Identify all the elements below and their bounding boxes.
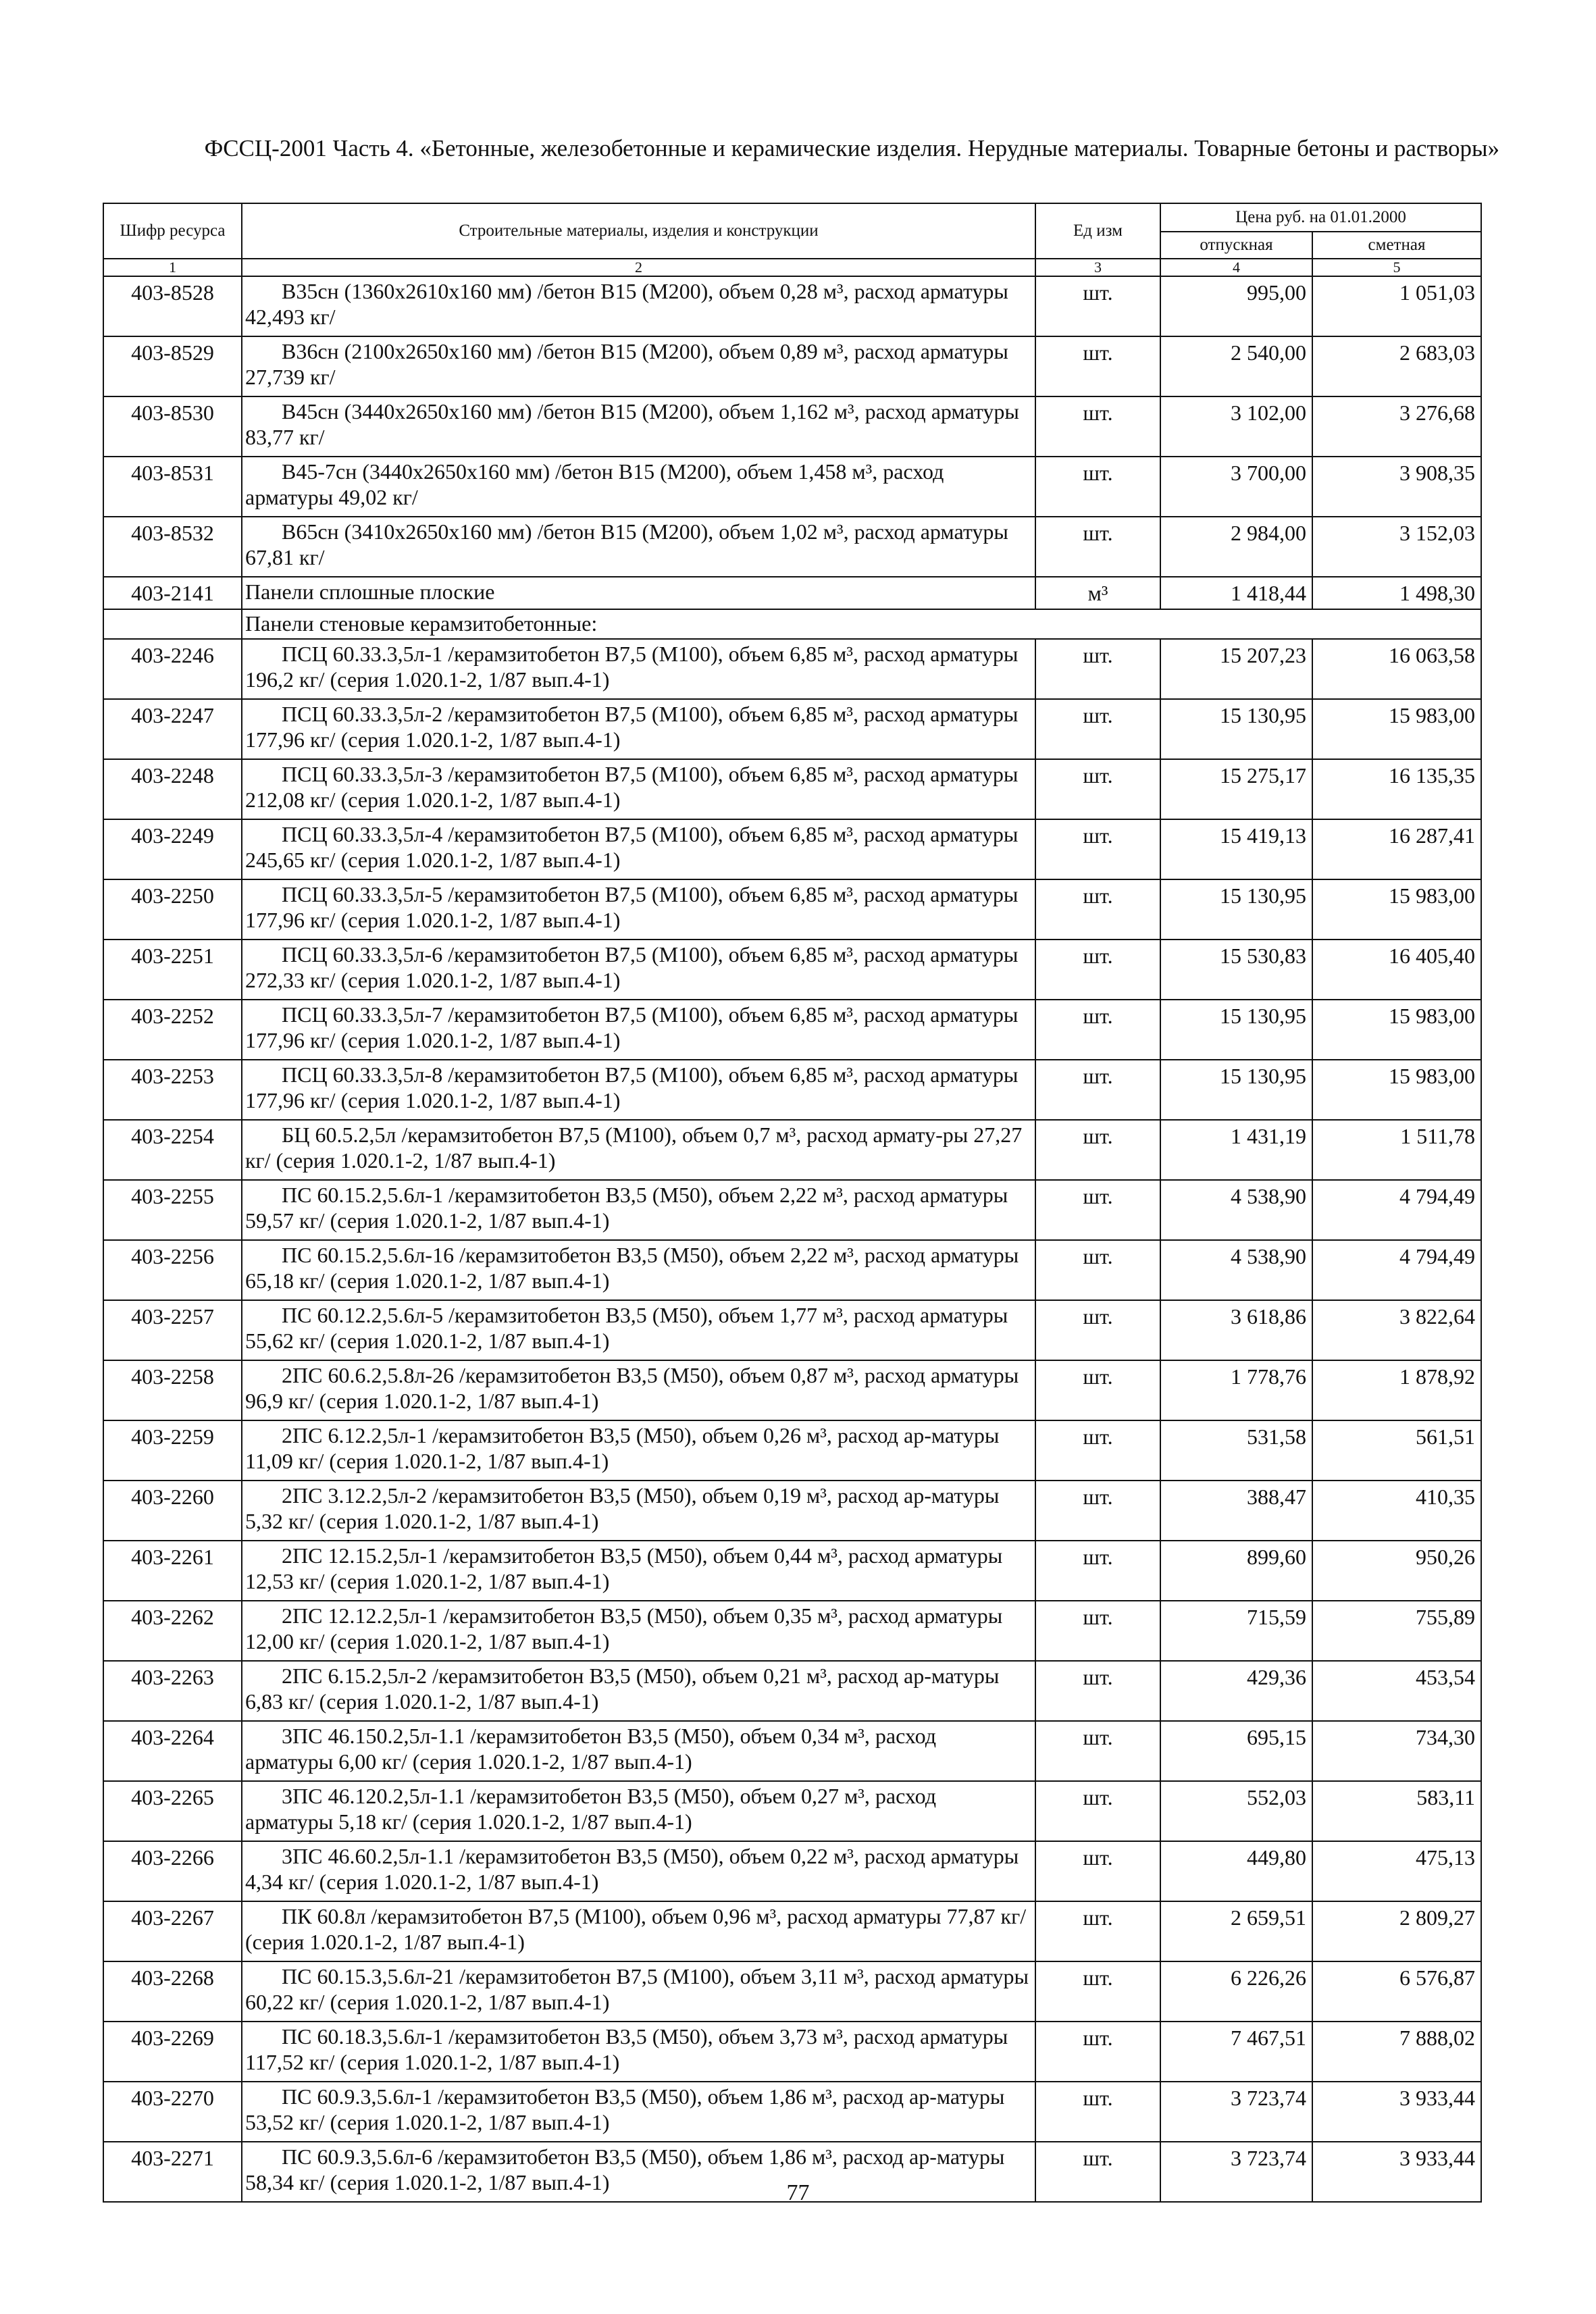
resource-code: 403-8530 bbox=[103, 396, 242, 457]
estimate-price: 16 405,40 bbox=[1312, 940, 1481, 1000]
table-row bbox=[103, 1240, 1481, 1300]
material-description: ПК 60.8л /керамзитобетон В7,5 (М100), объем 0,96 м³, расход арматуры 77,87 кг/ (серия 1.020.1-2, 1/87 вып.4-1) bbox=[242, 1901, 1035, 1961]
release-price: 3 618,86 bbox=[1160, 1300, 1312, 1360]
estimate-price: 7 888,02 bbox=[1312, 2022, 1481, 2082]
table-row bbox=[103, 517, 1481, 577]
resource-code: 403-8528 bbox=[103, 276, 242, 336]
unit-of-measure: шт. bbox=[1035, 396, 1160, 457]
table-row bbox=[103, 1661, 1481, 1721]
material-description: ПСЦ 60.33.3,5л-8 /керамзитобетон В7,5 (М100), объем 6,85 м³, расход арматуры 177,96 кг/ (серия 1.020.1-2, 1/87 вып.4-1) bbox=[242, 1060, 1035, 1120]
table-row bbox=[103, 1541, 1481, 1601]
header-price-group: Цена руб. на 01.01.2000 bbox=[1160, 203, 1481, 232]
header-price-estimate: сметная bbox=[1312, 232, 1481, 259]
release-price: 695,15 bbox=[1160, 1721, 1312, 1781]
column-number: 2 bbox=[242, 259, 1035, 276]
release-price: 15 275,17 bbox=[1160, 759, 1312, 819]
resource-code: 403-2267 bbox=[103, 1901, 242, 1961]
release-price: 2 540,00 bbox=[1160, 336, 1312, 396]
resource-code: 403-2252 bbox=[103, 1000, 242, 1060]
estimate-price: 16 287,41 bbox=[1312, 819, 1481, 879]
estimate-price: 475,13 bbox=[1312, 1841, 1481, 1901]
table-row bbox=[103, 1000, 1481, 1060]
estimate-price: 15 983,00 bbox=[1312, 699, 1481, 759]
release-price: 2 984,00 bbox=[1160, 517, 1312, 577]
estimate-price: 734,30 bbox=[1312, 1721, 1481, 1781]
material-description: ПС 60.15.2,5.6л-1 /керамзитобетон В3,5 (М50), объем 2,22 м³, расход арматуры 59,57 кг/ (серия 1.020.1-2, 1/87 вып.4-1) bbox=[242, 1180, 1035, 1240]
table-row bbox=[103, 1060, 1481, 1120]
table-row bbox=[103, 1481, 1481, 1541]
release-price: 995,00 bbox=[1160, 276, 1312, 336]
table-body-top bbox=[103, 276, 1481, 609]
estimate-price: 6 576,87 bbox=[1312, 1961, 1481, 2022]
release-price: 4 538,90 bbox=[1160, 1180, 1312, 1240]
unit-of-measure: шт. bbox=[1035, 2082, 1160, 2142]
estimate-price: 583,11 bbox=[1312, 1781, 1481, 1841]
column-number: 1 bbox=[103, 259, 242, 276]
table-row bbox=[103, 1120, 1481, 1180]
table-row bbox=[103, 1601, 1481, 1661]
material-description: ПС 60.15.3,5.6л-21 /керамзитобетон В7,5 (М100), объем 3,11 м³, расход арматуры 60,22 кг/ (серия 1.020.1-2, 1/87 вып.4-1) bbox=[242, 1961, 1035, 2022]
unit-of-measure: шт. bbox=[1035, 1901, 1160, 1961]
table-row bbox=[103, 639, 1481, 699]
resource-code: 403-2263 bbox=[103, 1661, 242, 1721]
unit-of-measure: шт. bbox=[1035, 1120, 1160, 1180]
material-description: ПСЦ 60.33.3,5л-7 /керамзитобетон В7,5 (М100), объем 6,85 м³, расход арматуры 177,96 кг/ (серия 1.020.1-2, 1/87 вып.4-1) bbox=[242, 1000, 1035, 1060]
material-description: ПС 60.18.3,5.6л-1 /керамзитобетон В3,5 (М50), объем 3,73 м³, расход арматуры 117,52 кг/ (серия 1.020.1-2, 1/87 вып.4-1) bbox=[242, 2022, 1035, 2082]
material-description: ПСЦ 60.33.3,5л-4 /керамзитобетон В7,5 (М100), объем 6,85 м³, расход арматуры 245,65 кг/ (серия 1.020.1-2, 1/87 вып.4-1) bbox=[242, 819, 1035, 879]
estimate-price: 950,26 bbox=[1312, 1541, 1481, 1601]
release-price: 449,80 bbox=[1160, 1841, 1312, 1901]
release-price: 1 418,44 bbox=[1160, 577, 1312, 609]
resource-code: 403-2260 bbox=[103, 1481, 242, 1541]
material-description: ПС 60.9.3,5.6л-1 /керамзитобетон В3,5 (М50), объем 1,86 м³, расход ар-матуры 53,52 кг/ (серия 1.020.1-2, 1/87 вып.4-1) bbox=[242, 2082, 1035, 2142]
material-description: 3ПС 46.150.2,5л-1.1 /керамзитобетон В3,5 (М50), объем 0,34 м³, расход арматуры 6,00 кг/ (серия 1.020.1-2, 1/87 вып.4-1) bbox=[242, 1721, 1035, 1781]
material-description: ПСЦ 60.33.3,5л-3 /керамзитобетон В7,5 (М100), объем 6,85 м³, расход арматуры 212,08 кг/ (серия 1.020.1-2, 1/87 вып.4-1) bbox=[242, 759, 1035, 819]
resource-code: 403-2268 bbox=[103, 1961, 242, 2022]
section-code-cell bbox=[103, 609, 242, 639]
table-row bbox=[103, 276, 1481, 336]
unit-of-measure: шт. bbox=[1035, 276, 1160, 336]
release-price: 899,60 bbox=[1160, 1541, 1312, 1601]
column-number: 5 bbox=[1312, 259, 1481, 276]
unit-of-measure: шт. bbox=[1035, 1180, 1160, 1240]
material-description: ПС 60.15.2,5.6л-16 /керамзитобетон В3,5 (М50), объем 2,22 м³, расход арматуры 65,18 кг/ (серия 1.020.1-2, 1/87 вып.4-1) bbox=[242, 1240, 1035, 1300]
table-row bbox=[103, 1901, 1481, 1961]
resource-code: 403-2251 bbox=[103, 940, 242, 1000]
unit-of-measure: шт. bbox=[1035, 1360, 1160, 1420]
release-price: 2 659,51 bbox=[1160, 1901, 1312, 1961]
release-price: 429,36 bbox=[1160, 1661, 1312, 1721]
estimate-price: 561,51 bbox=[1312, 1420, 1481, 1481]
unit-of-measure: шт. bbox=[1035, 336, 1160, 396]
table-header bbox=[103, 203, 1481, 276]
resource-code: 403-2246 bbox=[103, 639, 242, 699]
table-row bbox=[103, 1841, 1481, 1901]
resource-code: 403-8531 bbox=[103, 457, 242, 517]
release-price: 1 431,19 bbox=[1160, 1120, 1312, 1180]
unit-of-measure: шт. bbox=[1035, 1000, 1160, 1060]
estimate-price: 1 878,92 bbox=[1312, 1360, 1481, 1420]
resource-code: 403-2264 bbox=[103, 1721, 242, 1781]
page-number: 77 bbox=[786, 2180, 810, 2205]
unit-of-measure: шт. bbox=[1035, 1060, 1160, 1120]
unit-of-measure: м³ bbox=[1035, 577, 1160, 609]
column-number: 4 bbox=[1160, 259, 1312, 276]
release-price: 15 130,95 bbox=[1160, 1060, 1312, 1120]
table-row bbox=[103, 2082, 1481, 2142]
resource-code: 403-2249 bbox=[103, 819, 242, 879]
unit-of-measure: шт. bbox=[1035, 819, 1160, 879]
material-description: БЦ 60.5.2,5л /керамзитобетон В7,5 (М100), объем 0,7 м³, расход армату-ры 27,27 кг/ (серия 1.020.1-2, 1/87 вып.4-1) bbox=[242, 1120, 1035, 1180]
unit-of-measure: шт. bbox=[1035, 1721, 1160, 1781]
unit-of-measure: шт. bbox=[1035, 1300, 1160, 1360]
resource-code: 403-2253 bbox=[103, 1060, 242, 1120]
section-header bbox=[103, 609, 1481, 639]
estimate-price: 16 063,58 bbox=[1312, 639, 1481, 699]
estimate-price: 15 983,00 bbox=[1312, 1060, 1481, 1120]
price-table bbox=[103, 203, 1482, 2203]
table-row bbox=[103, 1961, 1481, 2022]
estimate-price: 3 276,68 bbox=[1312, 396, 1481, 457]
table-row bbox=[103, 759, 1481, 819]
estimate-price: 2 809,27 bbox=[1312, 1901, 1481, 1961]
resource-code: 403-8532 bbox=[103, 517, 242, 577]
table-row bbox=[103, 457, 1481, 517]
release-price: 552,03 bbox=[1160, 1781, 1312, 1841]
table-row bbox=[103, 1180, 1481, 1240]
section-title: Панели стеновые керамзитобетонные: bbox=[242, 609, 1481, 639]
unit-of-measure: шт. bbox=[1035, 1541, 1160, 1601]
resource-code: 403-8529 bbox=[103, 336, 242, 396]
release-price: 1 778,76 bbox=[1160, 1360, 1312, 1420]
material-description: ПСЦ 60.33.3,5л-1 /керамзитобетон В7,5 (М100), объем 6,85 м³, расход арматуры 196,2 кг/ (серия 1.020.1-2, 1/87 вып.4-1) bbox=[242, 639, 1035, 699]
estimate-price: 2 683,03 bbox=[1312, 336, 1481, 396]
release-price: 7 467,51 bbox=[1160, 2022, 1312, 2082]
resource-code: 403-2270 bbox=[103, 2082, 242, 2142]
unit-of-measure: шт. bbox=[1035, 1240, 1160, 1300]
resource-code: 403-2266 bbox=[103, 1841, 242, 1901]
table-body-main bbox=[103, 639, 1481, 2202]
material-description: 3ПС 46.120.2,5л-1.1 /керамзитобетон В3,5 (М50), объем 0,27 м³, расход арматуры 5,18 кг/ (серия 1.020.1-2, 1/87 вып.4-1) bbox=[242, 1781, 1035, 1841]
unit-of-measure: шт. bbox=[1035, 1841, 1160, 1901]
estimate-price: 16 135,35 bbox=[1312, 759, 1481, 819]
estimate-price: 453,54 bbox=[1312, 1661, 1481, 1721]
table-row bbox=[103, 1721, 1481, 1781]
release-price: 15 130,95 bbox=[1160, 879, 1312, 940]
material-description: 2ПС 60.6.2,5.8л-26 /керамзитобетон В3,5 (М50), объем 0,87 м³, расход арматуры 96,9 кг/ (серия 1.020.1-2, 1/87 вып.4-1) bbox=[242, 1360, 1035, 1420]
header-price-release: отпускная bbox=[1160, 232, 1312, 259]
resource-code: 403-2258 bbox=[103, 1360, 242, 1420]
release-price: 531,58 bbox=[1160, 1420, 1312, 1481]
material-description: ПСЦ 60.33.3,5л-6 /керамзитобетон В7,5 (М100), объем 6,85 м³, расход арматуры 272,33 кг/ (серия 1.020.1-2, 1/87 вып.4-1) bbox=[242, 940, 1035, 1000]
material-description: В35сн (1360x2610x160 мм) /бетон В15 (М200), объем 0,28 м³, расход арматуры 42,493 кг/ bbox=[242, 276, 1035, 336]
resource-code: 403-2141 bbox=[103, 577, 242, 609]
unit-of-measure: шт. bbox=[1035, 2022, 1160, 2082]
resource-code: 403-2271 bbox=[103, 2142, 242, 2202]
material-description: 3ПС 46.60.2,5л-1.1 /керамзитобетон В3,5 (М50), объем 0,22 м³, расход арматуры 4,34 кг/ (серия 1.020.1-2, 1/87 вып.4-1) bbox=[242, 1841, 1035, 1901]
material-description: ПС 60.12.2,5.6л-5 /керамзитобетон В3,5 (М50), объем 1,77 м³, расход арматуры 55,62 кг/ (серия 1.020.1-2, 1/87 вып.4-1) bbox=[242, 1300, 1035, 1360]
resource-code: 403-2262 bbox=[103, 1601, 242, 1661]
table-row bbox=[103, 879, 1481, 940]
resource-code: 403-2256 bbox=[103, 1240, 242, 1300]
estimate-price: 15 983,00 bbox=[1312, 879, 1481, 940]
release-price: 6 226,26 bbox=[1160, 1961, 1312, 2022]
release-price: 15 207,23 bbox=[1160, 639, 1312, 699]
release-price: 3 723,74 bbox=[1160, 2142, 1312, 2202]
section-row bbox=[103, 609, 1481, 639]
material-description: В45сн (3440x2650x160 мм) /бетон В15 (М200), объем 1,162 м³, расход арматуры 83,77 кг/ bbox=[242, 396, 1035, 457]
material-description: 2ПС 6.12.2,5л-1 /керамзитобетон В3,5 (М50), объем 0,26 м³, расход ар-матуры 11,09 кг/ (серия 1.020.1-2, 1/87 вып.4-1) bbox=[242, 1420, 1035, 1481]
estimate-price: 3 908,35 bbox=[1312, 457, 1481, 517]
material-description: В45-7сн (3440x2650x160 мм) /бетон В15 (М200), объем 1,458 м³, расход арматуры 49,02 кг/ bbox=[242, 457, 1035, 517]
estimate-price: 1 511,78 bbox=[1312, 1120, 1481, 1180]
resource-code: 403-2247 bbox=[103, 699, 242, 759]
release-price: 3 700,00 bbox=[1160, 457, 1312, 517]
table-row bbox=[103, 2022, 1481, 2082]
header-name: Строительные материалы, изделия и конструкции bbox=[242, 203, 1035, 259]
resource-code: 403-2261 bbox=[103, 1541, 242, 1601]
column-number-row bbox=[103, 259, 1481, 276]
unit-of-measure: шт. bbox=[1035, 699, 1160, 759]
release-price: 15 130,95 bbox=[1160, 1000, 1312, 1060]
material-description: 2ПС 3.12.2,5л-2 /керамзитобетон В3,5 (М50), объем 0,19 м³, расход ар-матуры 5,32 кг/ (серия 1.020.1-2, 1/87 вып.4-1) bbox=[242, 1481, 1035, 1541]
resource-code: 403-2257 bbox=[103, 1300, 242, 1360]
estimate-price: 4 794,49 bbox=[1312, 1240, 1481, 1300]
table-row bbox=[103, 940, 1481, 1000]
estimate-price: 755,89 bbox=[1312, 1601, 1481, 1661]
release-price: 715,59 bbox=[1160, 1601, 1312, 1661]
unit-of-measure: шт. bbox=[1035, 1481, 1160, 1541]
material-description: 2ПС 6.15.2,5л-2 /керамзитобетон В3,5 (М50), объем 0,21 м³, расход ар-матуры 6,83 кг/ (серия 1.020.1-2, 1/87 вып.4-1) bbox=[242, 1661, 1035, 1721]
resource-code: 403-2269 bbox=[103, 2022, 242, 2082]
unit-of-measure: шт. bbox=[1035, 2142, 1160, 2202]
table-row bbox=[103, 1300, 1481, 1360]
unit-of-measure: шт. bbox=[1035, 1781, 1160, 1841]
resource-code: 403-2265 bbox=[103, 1781, 242, 1841]
estimate-price: 4 794,49 bbox=[1312, 1180, 1481, 1240]
resource-code: 403-2254 bbox=[103, 1120, 242, 1180]
unit-of-measure: шт. bbox=[1035, 1601, 1160, 1661]
estimate-price: 1 051,03 bbox=[1312, 276, 1481, 336]
table-row bbox=[103, 336, 1481, 396]
table-row bbox=[103, 577, 1481, 609]
header-code: Шифр ресурса bbox=[103, 203, 242, 259]
release-price: 388,47 bbox=[1160, 1481, 1312, 1541]
resource-code: 403-2250 bbox=[103, 879, 242, 940]
material-description: ПСЦ 60.33.3,5л-5 /керамзитобетон В7,5 (М100), объем 6,85 м³, расход арматуры 177,96 кг/ (серия 1.020.1-2, 1/87 вып.4-1) bbox=[242, 879, 1035, 940]
unit-of-measure: шт. bbox=[1035, 639, 1160, 699]
document-title: ФССЦ-2001 Часть 4. «Бетонные, железобетонные и керамические изделия. Нерудные материалы. Товарные бетоны и растворы» bbox=[204, 135, 1499, 161]
release-price: 15 419,13 bbox=[1160, 819, 1312, 879]
estimate-price: 3 933,44 bbox=[1312, 2142, 1481, 2202]
resource-code: 403-2255 bbox=[103, 1180, 242, 1240]
table-row bbox=[103, 699, 1481, 759]
estimate-price: 3 933,44 bbox=[1312, 2082, 1481, 2142]
column-number: 3 bbox=[1035, 259, 1160, 276]
header-unit: Ед изм bbox=[1035, 203, 1160, 259]
table-row bbox=[103, 1360, 1481, 1420]
release-price: 15 130,95 bbox=[1160, 699, 1312, 759]
release-price: 4 538,90 bbox=[1160, 1240, 1312, 1300]
material-description: В36сн (2100x2650x160 мм) /бетон В15 (М200), объем 0,89 м³, расход арматуры 27,739 кг/ bbox=[242, 336, 1035, 396]
unit-of-measure: шт. bbox=[1035, 457, 1160, 517]
unit-of-measure: шт. bbox=[1035, 1420, 1160, 1481]
estimate-price: 15 983,00 bbox=[1312, 1000, 1481, 1060]
unit-of-measure: шт. bbox=[1035, 1661, 1160, 1721]
material-description: 2ПС 12.12.2,5л-1 /керамзитобетон В3,5 (М50), объем 0,35 м³, расход арматуры 12,00 кг/ (серия 1.020.1-2, 1/87 вып.4-1) bbox=[242, 1601, 1035, 1661]
unit-of-measure: шт. bbox=[1035, 1961, 1160, 2022]
material-description: В65сн (3410x2650x160 мм) /бетон В15 (М200), объем 1,02 м³, расход арматуры 67,81 кг/ bbox=[242, 517, 1035, 577]
resource-code: 403-2259 bbox=[103, 1420, 242, 1481]
release-price: 15 530,83 bbox=[1160, 940, 1312, 1000]
estimate-price: 1 498,30 bbox=[1312, 577, 1481, 609]
table-row bbox=[103, 1420, 1481, 1481]
material-description: ПС 60.9.3,5.6л-6 /керамзитобетон В3,5 (М50), объем 1,86 м³, расход ар-матуры 58,34 кг/ (серия 1.020.1-2, 1/87 вып.4-1) bbox=[242, 2142, 1035, 2202]
estimate-price: 3 152,03 bbox=[1312, 517, 1481, 577]
release-price: 3 723,74 bbox=[1160, 2082, 1312, 2142]
unit-of-measure: шт. bbox=[1035, 759, 1160, 819]
table-row bbox=[103, 396, 1481, 457]
estimate-price: 410,35 bbox=[1312, 1481, 1481, 1541]
material-description: ПСЦ 60.33.3,5л-2 /керамзитобетон В7,5 (М100), объем 6,85 м³, расход арматуры 177,96 кг/ (серия 1.020.1-2, 1/87 вып.4-1) bbox=[242, 699, 1035, 759]
unit-of-measure: шт. bbox=[1035, 517, 1160, 577]
unit-of-measure: шт. bbox=[1035, 940, 1160, 1000]
material-description: Панели сплошные плоские bbox=[242, 577, 1035, 609]
table-row bbox=[103, 819, 1481, 879]
unit-of-measure: шт. bbox=[1035, 879, 1160, 940]
resource-code: 403-2248 bbox=[103, 759, 242, 819]
estimate-price: 3 822,64 bbox=[1312, 1300, 1481, 1360]
material-description: 2ПС 12.15.2,5л-1 /керамзитобетон В3,5 (М50), объем 0,44 м³, расход арматуры 12,53 кг/ (серия 1.020.1-2, 1/87 вып.4-1) bbox=[242, 1541, 1035, 1601]
release-price: 3 102,00 bbox=[1160, 396, 1312, 457]
table-row bbox=[103, 1781, 1481, 1841]
